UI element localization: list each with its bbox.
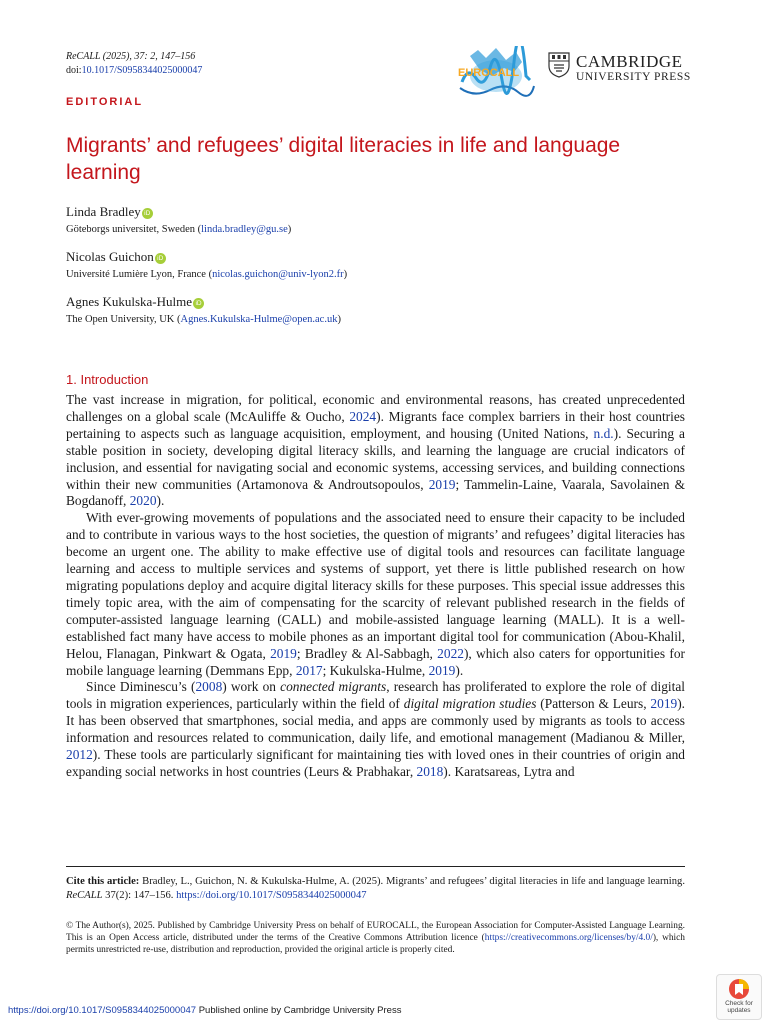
cite-journal: ReCALL xyxy=(66,890,103,901)
author-email-link[interactable]: linda.bradley@gu.se xyxy=(201,224,288,235)
page-footer xyxy=(8,1005,401,1016)
affiliation-close: ) xyxy=(337,314,341,325)
affiliation-close: ) xyxy=(343,269,348,280)
cambridge-subtitle: UNIVERSITY PRESS xyxy=(576,71,691,83)
license-text-a: © The Author(s), 2025. Published by Cambridge University Press on behalf of EUROCALL, the European Association for Computer-Assisted Language Learning. This is an Open Access article, distributed under the terms of the Creative Commons Attribution licence ( xyxy=(66,921,685,943)
author-name xyxy=(66,294,706,310)
author-list xyxy=(66,204,706,339)
body-text: ). These tools are particularly significant for maintaining ties with loved ones in their countries of origin and expanding social networks in host countries (Leurs & Prabhakar, xyxy=(66,747,685,779)
reference-link[interactable]: 2019 xyxy=(650,696,678,712)
body-text: , research has proliferated to explore the role of digital tools in migration experiences, particularly within the field of xyxy=(66,679,685,712)
body-paragraph xyxy=(66,392,685,510)
article-title: Migrants’ and refugees’ digital literacies in life and language learning xyxy=(66,134,621,184)
orcid-icon[interactable]: iD xyxy=(155,253,166,264)
check-for-updates-line2: updates xyxy=(727,1007,751,1014)
journal-citation: ReCALL (2025), 37: 2, 147–156 xyxy=(66,51,196,62)
reference-link[interactable]: 2024 xyxy=(349,408,377,424)
author-affiliation xyxy=(66,313,706,327)
reference-link[interactable]: 2019 xyxy=(270,645,297,661)
body-text: ). Migrants face complex barriers in their host countries pertaining to aspects such as language acquisition, employment, and housing (United Nations, xyxy=(66,408,685,441)
check-for-updates-badge[interactable] xyxy=(716,974,762,1020)
author-block xyxy=(66,249,706,282)
author-affiliation xyxy=(66,223,706,237)
publisher-logos xyxy=(456,46,696,106)
eurocall-logo xyxy=(456,46,536,102)
affiliation-text: Göteborgs universitet, Sweden ( xyxy=(66,224,202,235)
check-for-updates-icon xyxy=(728,978,750,1000)
body-text: With ever-growing movements of populations and the associated need to ensure their capacity to be included and to contribute in various ways to the host societies, the question of migrants’ and refugees’ digital literacies has become an urgent one. The ability to make effective use of digital tools and resources can facilitate language learning and access to multiple services and systems of support, yet there is little published research on how migrating populations deploy and acquire digital literacy skills for these purposes. This special issue addresses this timely topic area, with the aim of compensating for the scarcity of relevant published research in the fields of computer-assisted language learning (CALL) and mobile-assisted language learning (MALL). It is a well-established fact many have access to mobile phones as an important digital tool for communication (Abou-Khalil, Helou, Flanagan, Pinkwart & Ogata, xyxy=(66,510,685,661)
author-name-text: Linda Bradley xyxy=(66,204,141,219)
journal-doi-line xyxy=(66,64,202,78)
journal-citation-block xyxy=(66,50,202,78)
introduction-heading: 1. Introduction xyxy=(66,372,149,387)
eurocall-logo-text: EUROCALL xyxy=(458,67,520,79)
body-text: ). xyxy=(156,493,165,509)
footer-text: Published online by Cambridge University Press xyxy=(196,1005,402,1016)
cite-label: Cite this article: xyxy=(66,876,140,887)
body-text: Since Diminescu’s ( xyxy=(86,679,196,695)
body-text: ; Kukulska-Hulme, xyxy=(322,662,429,678)
license-link[interactable]: https://creativecommons.org/licenses/by/4.0/ xyxy=(484,933,653,943)
author-name-text: Nicolas Guichon xyxy=(66,249,154,264)
cite-doi-link[interactable]: https://doi.org/10.1017/S0958344025000047 xyxy=(176,890,367,901)
reference-link[interactable]: 2019 xyxy=(428,476,456,492)
license-text-b: ), which permits unrestricted re-use, distribution and reproduction, provided the original article is properly cited. xyxy=(66,933,685,955)
author-email-link[interactable]: Agnes.Kukulska-Hulme@open.ac.uk xyxy=(180,314,338,325)
cite-text-b: 37(2): 147–156. xyxy=(102,890,177,901)
cambridge-name: CAMBRIDGE xyxy=(576,52,683,71)
body-text: ). Securing a stable position in society, developing digital literacy skills, and learning the language are crucial indicators of inclusion, and essential for navigating social and economic systems, accessing services, and building connections within their new communities (Artamonova & Androutsopoulos, xyxy=(66,425,686,492)
article-body xyxy=(66,392,685,781)
orcid-icon[interactable]: iD xyxy=(142,208,153,219)
affiliation-text: The Open University, UK ( xyxy=(66,314,181,325)
reference-link[interactable]: n.d. xyxy=(593,425,614,441)
section-label: EDITORIAL xyxy=(66,96,144,108)
license-notice xyxy=(66,920,685,956)
author-email-link[interactable]: nicolas.guichon@univ-lyon2.fr xyxy=(212,269,344,280)
reference-link[interactable]: 2022 xyxy=(437,645,464,661)
orcid-icon[interactable]: iD xyxy=(193,298,204,309)
check-for-updates-line1: Check for xyxy=(725,1000,753,1007)
italic-term: digital migration studies xyxy=(403,696,537,712)
author-name xyxy=(66,204,706,220)
body-text: ). It has been observed that smartphones, social media, and apps are commonly used by migrants as tools to access information and resources related to communication, daily life, and emotional management (Madianou & Miller, xyxy=(66,696,686,746)
doi-prefix: doi: xyxy=(66,65,82,76)
body-text: ) work on xyxy=(222,679,281,695)
footnote-rule xyxy=(66,866,685,867)
body-text: The vast increase in migration, for political, economic and environmental reasons, has created unprecedented challenges on a global scale (McAuliffe & Oucho, xyxy=(66,392,685,424)
reference-link[interactable]: 2018 xyxy=(416,763,444,779)
body-text: ), which also caters for opportunities for mobile language learning (Demmans Epp, xyxy=(66,645,685,678)
body-text: ; Tammelin-Laine, Vaarala, Savolainen & Bogdanoff, xyxy=(66,476,685,509)
reference-link[interactable]: 2008 xyxy=(195,679,223,695)
body-text: (Patterson & Leurs, xyxy=(536,696,651,712)
reference-link[interactable]: 2012 xyxy=(66,747,93,763)
cambridge-logo xyxy=(548,52,696,92)
reference-link[interactable]: 2020 xyxy=(129,493,157,509)
affiliation-text: Université Lumière Lyon, France ( xyxy=(66,269,213,280)
cite-text-a: Bradley, L., Guichon, N. & Kukulska-Hulme, A. (2025). Migrants’ and refugees’ digital literacies in life and language learning. xyxy=(139,876,685,887)
body-text: ). xyxy=(455,662,464,678)
body-text: ). Karatsareas, Lytra and xyxy=(443,763,575,779)
italic-term: connected migrants xyxy=(280,679,387,695)
doi-link[interactable]: 10.1017/S0958344025000047 xyxy=(81,65,203,76)
author-block xyxy=(66,204,706,237)
author-block xyxy=(66,294,706,327)
cambridge-shield-icon xyxy=(548,52,570,78)
author-name-text: Agnes Kukulska-Hulme xyxy=(66,294,193,309)
affiliation-close: ) xyxy=(287,224,292,235)
body-paragraph xyxy=(66,510,685,679)
cite-this-article xyxy=(66,875,685,903)
footer-doi-link[interactable]: https://doi.org/10.1017/S0958344025000047 xyxy=(8,1005,197,1016)
reference-link[interactable]: 2019 xyxy=(428,662,456,678)
author-affiliation xyxy=(66,268,706,282)
body-text: ; Bradley & Al-Sabbagh, xyxy=(296,645,438,661)
reference-link[interactable]: 2017 xyxy=(295,662,323,678)
author-name xyxy=(66,249,706,265)
body-paragraph xyxy=(66,679,685,780)
